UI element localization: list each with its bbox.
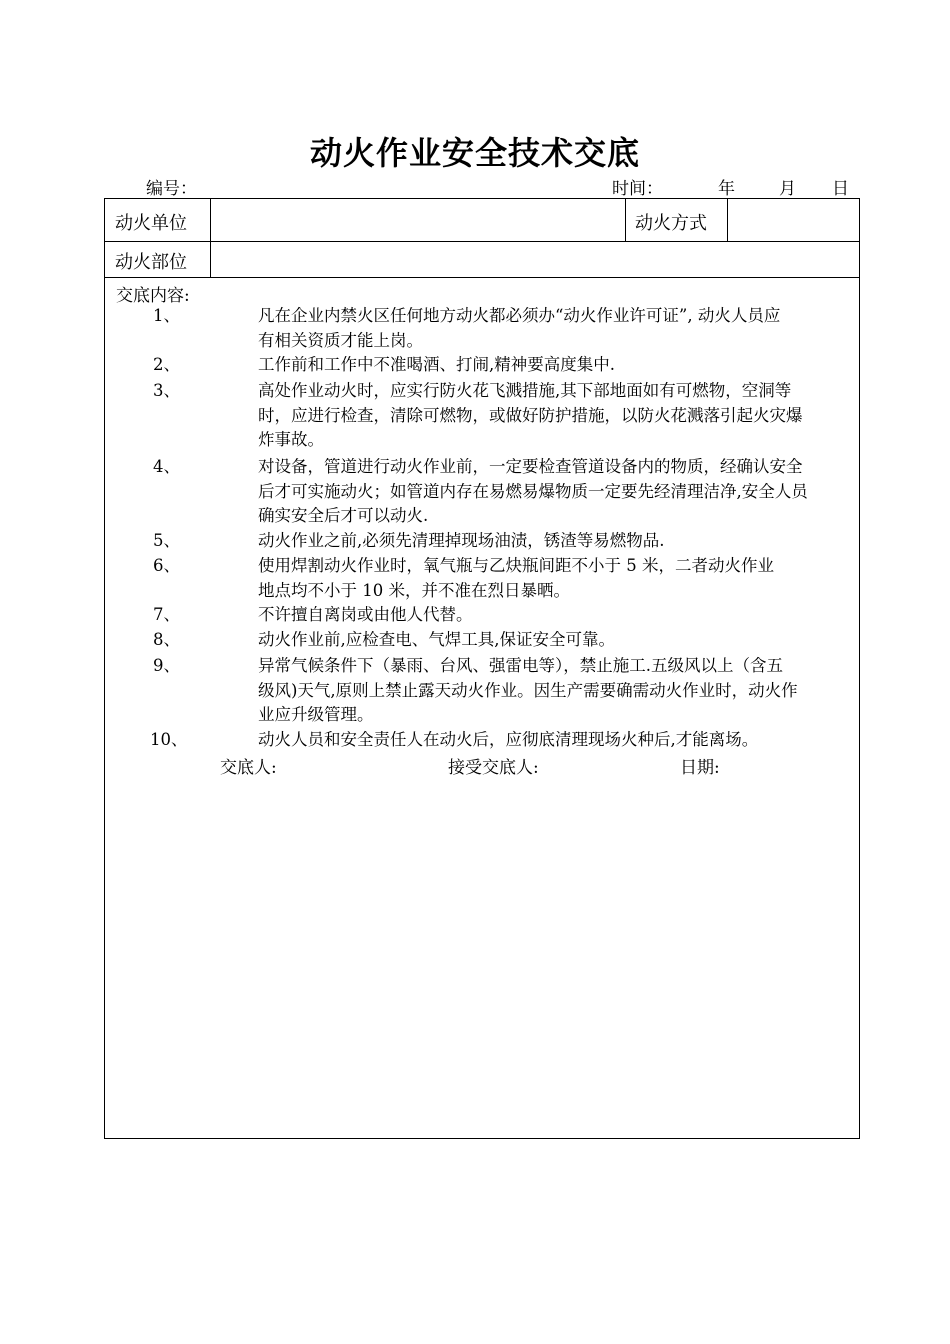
day-label: 日 [832, 179, 849, 199]
item-number: 1、 [153, 306, 180, 325]
column-divider [625, 199, 626, 241]
month-label: 月 [779, 179, 796, 199]
item-number: 4、 [153, 457, 180, 476]
location-label: 动火部位 [115, 252, 187, 273]
item-number: 10、 [150, 730, 188, 749]
document-title: 动火作业安全技术交底 [309, 134, 640, 172]
disclosure-form [104, 198, 860, 1139]
item-text: 使用焊割动火作业时，氧气瓶与乙炔瓶间距不小于 5 米，二者动火作业 地点均不小于 10 米，并不准在烈日暴晒。 [258, 556, 774, 600]
receiver-label: 接受交底人: [448, 758, 539, 778]
item-text: 凡在企业内禁火区任何地方动火都必须办“动火作业许可证”, 动火人员应 有相关资质才能上岗。 [258, 306, 781, 350]
number-label: 编号： [146, 179, 197, 199]
item-number: 7、 [153, 605, 180, 624]
item-text: 不许擅自离岗或由他人代替。 [258, 605, 473, 624]
item-text: 工作前和工作中不准喝酒、打闹,精神要高度集中. [258, 355, 615, 374]
item-text: 高处作业动火时，应实行防火花飞溅措施,其下部地面如有可燃物，空洞等 时，应进行检查，清除可燃物，或做好防护措施，以防火花溅落引起火灾爆 炸事故。 [258, 381, 803, 449]
discloser-label: 交底人: [220, 758, 277, 778]
column-divider [210, 199, 211, 277]
item-text: 动火人员和安全责任人在动火后，应彻底清理现场火种后,才能离场。 [258, 730, 759, 749]
content-label: 交底内容: [116, 286, 190, 306]
item-text: 异常气候条件下（暴雨、台风、强雷电等），禁止施工.五级风以上（含五 级风)天气,原则上禁止露天动火作业。因生产需要确需动火作业时，动火作 业应升级管理。 [258, 656, 798, 724]
time-label: 时间： [612, 179, 663, 199]
item-number: 9、 [153, 656, 180, 675]
item-number: 2、 [153, 355, 180, 374]
item-text: 动火作业之前,必须先清理掉现场油渍，锈渣等易燃物品. [258, 531, 665, 550]
item-number: 8、 [153, 630, 180, 649]
item-number: 5、 [153, 531, 180, 550]
date-label: 日期: [680, 758, 720, 778]
method-label: 动火方式 [635, 213, 707, 234]
column-divider [727, 199, 728, 241]
item-text: 动火作业前,应检查电、气焊工具,保证安全可靠。 [258, 630, 615, 649]
item-text: 对设备，管道进行动火作业前，一定要检查管道设备内的物质，经确认安全 后才可实施动火；如管道内存在易燃易爆物质一定要先经清理洁净,安全人员 确实安全后才可以动火. [258, 457, 808, 525]
unit-label: 动火单位 [115, 213, 187, 234]
item-number: 3、 [153, 381, 180, 400]
item-number: 6、 [153, 556, 180, 575]
row-divider [105, 241, 859, 242]
row-divider [105, 277, 859, 278]
year-label: 年 [718, 179, 735, 199]
